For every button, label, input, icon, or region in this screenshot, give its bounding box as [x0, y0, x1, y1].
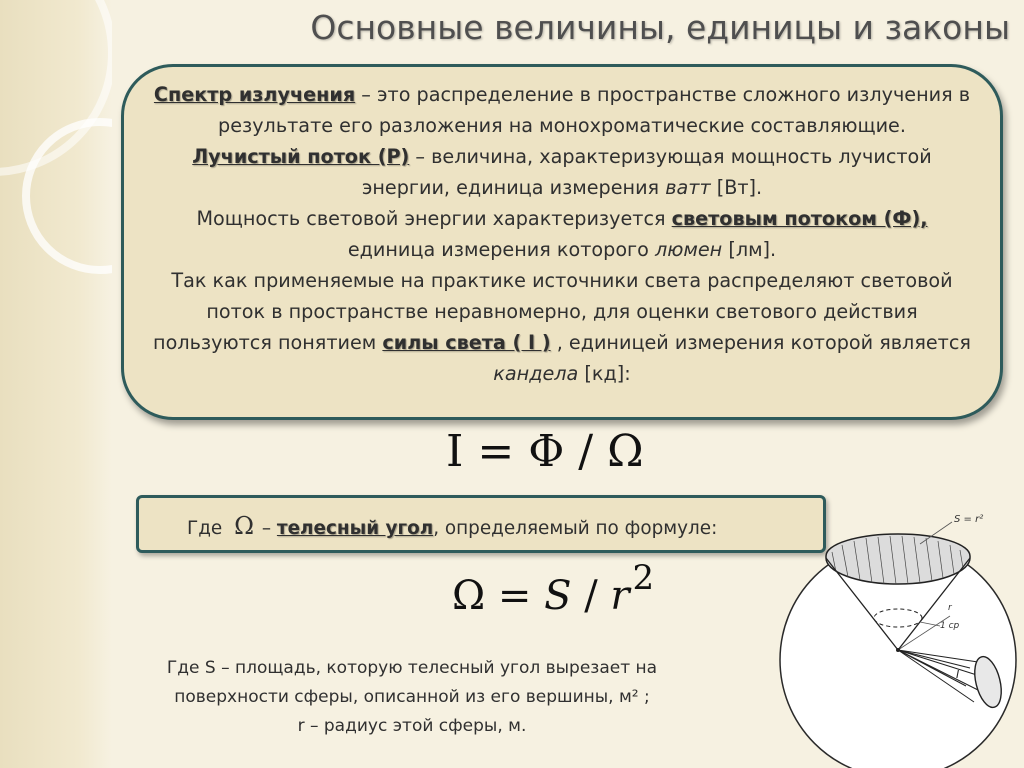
definition-spectrum-text: – это распределение в пространстве сложного излучения в результате его разложения на монохроматические составляющие.: [218, 83, 971, 137]
definition-luminous-flux: [150, 203, 974, 265]
term-spectrum: Спектр излучения: [153, 83, 356, 106]
unit-candela-abbr: [кд]:: [578, 362, 631, 385]
radius-label: r: [948, 603, 952, 613]
definition-luminous-intensity-start: Так как применяемые на практике источники света распределяют световой поток в пространстве неравномерно, для оценки светового действия пользуются понятием: [153, 269, 953, 354]
where-prefix: Где: [187, 518, 223, 539]
bottom-line-2: поверхности сферы, описанной из его вершины, м² ;: [174, 687, 650, 707]
unit-candela: кандела: [493, 362, 579, 385]
formula-solid-s: S: [544, 573, 572, 619]
term-solid-angle: телесный угол: [276, 518, 434, 539]
solid-angle-label: 1 ср: [940, 621, 960, 631]
term-radiant-flux: Лучистый поток (Р): [192, 145, 410, 168]
where-dash: –: [256, 518, 277, 539]
decorative-left-strip: [0, 0, 112, 768]
definition-luminous-flux-start: Мощность световой энергии характеризуется: [196, 207, 672, 230]
page-title: Основные величины, единицы и законы: [310, 8, 1010, 47]
unit-lumen-abbr: [лм].: [722, 238, 777, 261]
definition-spectrum: [150, 79, 974, 141]
formula-solid-r: r: [610, 573, 630, 619]
definition-radiant-flux-text: – величина, характеризующая мощность лучистой энергии, единица измерения: [361, 145, 932, 199]
formula-solid-exponent: 2: [632, 558, 655, 598]
term-luminous-intensity: силы света ( I ): [382, 331, 551, 354]
bottom-line-1: Где S – площадь, которую телесный угол вырезает на: [166, 658, 658, 678]
solid-angle-sphere-diagram: [770, 500, 1024, 768]
definitions-box: [121, 64, 1003, 420]
unit-lumen: люмен: [654, 238, 723, 261]
formula-luminous-intensity: I = Φ / Ω: [446, 426, 644, 477]
where-rest: , определяемый по формуле:: [433, 518, 718, 539]
intensity-label: I: [956, 668, 960, 681]
formula-solid-lhs: Ω =: [452, 573, 545, 619]
formula-solid-slash: /: [571, 573, 611, 619]
term-luminous-flux: световым потоком (Ф),: [671, 207, 928, 230]
solid-angle-box: [136, 495, 826, 553]
bottom-line-3: r – радиус этой сферы, м.: [297, 716, 527, 736]
bottom-explanation: [142, 654, 682, 741]
definition-luminous-intensity: [150, 265, 974, 389]
omega-symbol: Ω: [234, 512, 255, 540]
definition-luminous-intensity-text: , единицей измерения которой является: [550, 331, 971, 354]
area-label: S = r²: [954, 514, 984, 525]
unit-watt: ватт: [665, 176, 711, 199]
definition-luminous-flux-text: единица измерения которого: [347, 238, 655, 261]
definition-radiant-flux: [150, 141, 974, 203]
unit-watt-abbr: [Вт].: [710, 176, 763, 199]
formula-solid-angle: [452, 558, 654, 619]
